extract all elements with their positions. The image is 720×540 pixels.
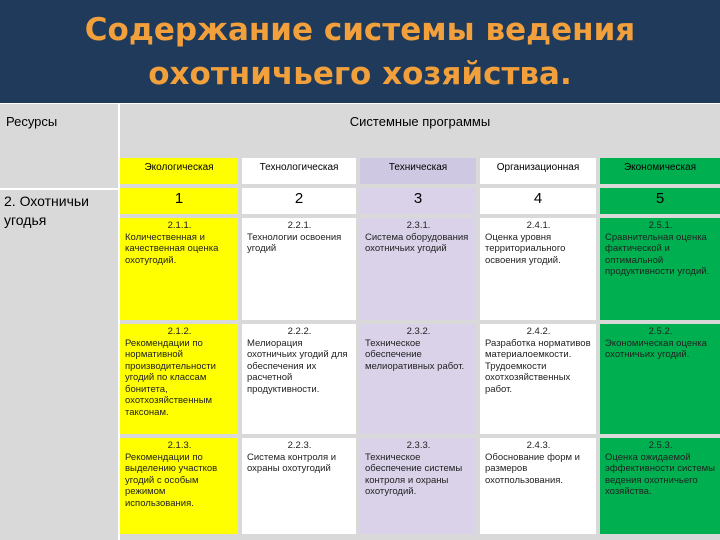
- program-cell-2-3-1: [360, 218, 476, 320]
- column-header-economic: Экономическая: [600, 158, 720, 184]
- program-code: 2.1.3.: [167, 440, 192, 451]
- program-text: Техническое обеспечение мелиоративных работ.: [365, 337, 465, 372]
- program-code: 2.3.1.: [406, 220, 431, 231]
- resources-header: Ресурсы: [6, 114, 58, 129]
- column-header-ecological: Экологическая: [120, 158, 238, 184]
- program-code: 2.2.3.: [287, 440, 312, 451]
- program-cell-2-1-2: [120, 324, 238, 434]
- system-programs-header: Системные программы: [349, 114, 491, 129]
- program-cell-2-1-1: [120, 218, 238, 320]
- program-text: Техническое обеспечение системы контроля и охраны охотугодий.: [365, 451, 463, 497]
- program-text: Рекомендации по выделению участков угодий с особым режимом использования.: [125, 451, 218, 509]
- program-code: 2.4.1.: [526, 220, 551, 231]
- program-text: Система контроля и охраны охотугодий: [247, 451, 337, 474]
- program-cell-2-5-1: [600, 218, 720, 320]
- page-title: [0, 8, 720, 96]
- program-code: 2.2.2.: [287, 326, 312, 337]
- program-text: Сравнительная оценка фактической и оптимальной продуктивности угодий.: [605, 231, 710, 277]
- program-code: 2.3.3.: [406, 440, 431, 451]
- program-text: Экономическая оценка охотничьих угодий.: [605, 337, 707, 360]
- resource-label: [4, 192, 89, 230]
- program-text: Обоснование форм и размеров охотпользования.: [485, 451, 580, 486]
- column-number-5: 5: [600, 188, 720, 214]
- program-cell-2-2-1: [242, 218, 356, 320]
- program-cell-2-4-1: [480, 218, 596, 320]
- program-code: 2.5.2.: [648, 326, 673, 337]
- program-text: Рекомендации по нормативной производительности угодий по классам бонитета, охотхозяйственным таксонам.: [125, 337, 216, 418]
- column-header-organizational: Организационная: [480, 158, 596, 184]
- program-text: Оценка ожидаемой эффективности системы ведения охотничьего хозяйства.: [605, 451, 716, 497]
- program-code: 2.4.2.: [526, 326, 551, 337]
- resource-label-cell: [0, 190, 118, 540]
- program-text: Оценка уровня территориального освоения угодий.: [485, 231, 566, 266]
- program-cell-2-4-2: [480, 324, 596, 434]
- program-text: Количественная и качественная оценка охотугодий.: [125, 231, 219, 266]
- program-text: Мелиорация охотничьих угодий для обеспечения их расчетной продуктивности.: [247, 337, 348, 395]
- program-code: 2.5.1.: [648, 220, 673, 231]
- program-cell-2-1-3: [120, 438, 238, 534]
- program-cell-2-5-3: [600, 438, 720, 534]
- program-text: Технологии освоения угодий: [247, 231, 342, 254]
- program-cell-2-4-3: [480, 438, 596, 534]
- column-header-technological: Технологическая: [242, 158, 356, 184]
- program-cell-2-5-2: [600, 324, 720, 434]
- program-cell-2-2-2: [242, 324, 356, 434]
- program-code: 2.2.1.: [287, 220, 312, 231]
- program-code: 2.3.2.: [406, 326, 431, 337]
- title-line-2: охотничьего хозяйства.: [148, 56, 572, 92]
- program-cell-2-3-2: [360, 324, 476, 434]
- system-programs-header-cell: [120, 104, 720, 154]
- program-cell-2-3-3: [360, 438, 476, 534]
- program-code: 2.1.1.: [167, 220, 192, 231]
- resource-label-line-2: угодья: [4, 212, 47, 228]
- program-code: 2.5.3.: [648, 440, 673, 451]
- program-code: 2.1.2.: [167, 326, 192, 337]
- column-number-4: 4: [480, 188, 596, 214]
- column-header-technical: Техническая: [360, 158, 476, 184]
- program-cell-2-2-3: [242, 438, 356, 534]
- program-code: 2.4.3.: [526, 440, 551, 451]
- column-number-1: 1: [120, 188, 238, 214]
- title-line-1: Содержание системы ведения: [84, 12, 636, 48]
- resource-label-line-1: 2. Охотничьи: [4, 193, 89, 209]
- column-number-2: 2: [242, 188, 356, 214]
- program-text: Система оборудования охотничьих угодий: [365, 231, 469, 254]
- column-number-3: 3: [360, 188, 476, 214]
- program-text: Разработка нормативов материалоемкости. Трудоемкости охотхозяйственных работ.: [485, 337, 591, 395]
